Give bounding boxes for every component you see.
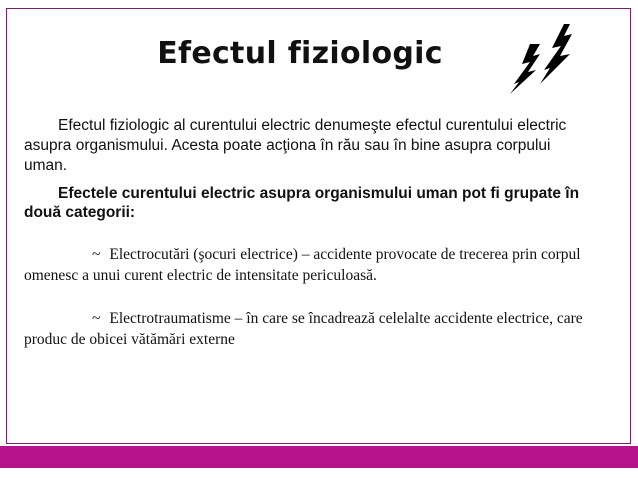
- tilde-bullet: ~: [92, 310, 101, 327]
- bottom-accent-bar: [0, 446, 638, 468]
- lightning-bolts-icon: [500, 22, 576, 96]
- list-item: [24, 244, 590, 286]
- slide-body: [24, 116, 590, 350]
- slide-title: Efectul fiziologic: [157, 36, 443, 71]
- list-item-text: Electrotraumatisme – în care se încadrează celelalte accidente electrice, care produc de obicei vătămări externe: [24, 310, 583, 348]
- list-item: [24, 308, 590, 350]
- list-item-text: Electrocutări (şocuri electrice) – accidente provocate de trecerea prin corpul omenesc a unui curent electric de intensitate periculoasă.: [24, 246, 581, 284]
- tilde-bullet: ~: [92, 246, 101, 263]
- categories-heading: Efectele curentului electric asupra organismului uman pot fi grupate în două categorii:: [24, 185, 580, 221]
- intro-paragraph: Efectul fiziologic al curentului electric denumeşte efectul curentului electric asupra organismului. Acesta poate acţiona în rău sau în bine asupra corpului uman.: [24, 117, 567, 174]
